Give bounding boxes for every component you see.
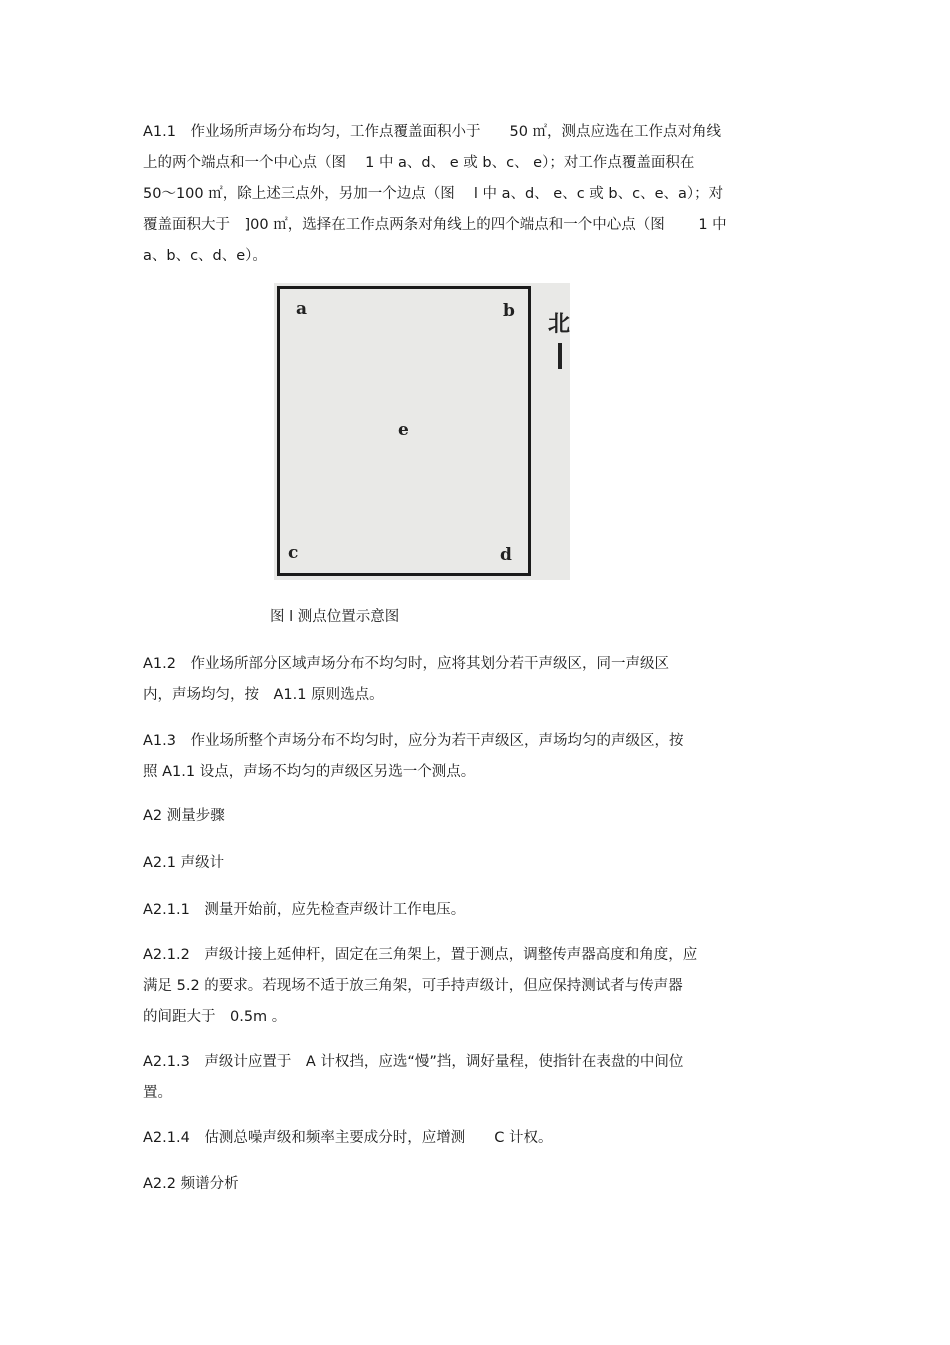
- paragraph-a1-1: [143, 117, 808, 272]
- paragraph-a2-1-4: [143, 1123, 808, 1154]
- paragraph-a1-3: [143, 726, 808, 788]
- text-line: 上的两个端点和一个中心点（图 1 中 a、d、 e 或 b、c、 e）；对工作点覆盖面积在: [143, 155, 695, 171]
- text-line: A1.3 作业场所整个声场分布不均匀时，应分为若干声级区，声场均匀的声级区，按: [143, 733, 684, 749]
- point-c-label: c: [288, 543, 299, 563]
- text-line: 满足 5.2 的要求。若现场不适于放三角架，可手持声级计，但应保持测试者与传声器: [143, 978, 683, 994]
- point-b-label: b: [503, 301, 515, 321]
- text-line: 照 A1.1 设点，声场不均匀的声级区另选一个测点。: [143, 764, 476, 780]
- point-a-label: a: [296, 299, 308, 319]
- text-line: 内，声场均匀，按 A1.1 原则选点。: [143, 687, 384, 703]
- text-line: A2.1.3 声级计应置于 A 计权挡，应选“慢”挡，调好量程，使指针在表盘的中间位: [143, 1054, 684, 1070]
- figure-caption: 图 l 测点位置示意图: [270, 609, 400, 625]
- text-line: A2.1.4 估测总噪声级和频率主要成分时，应增测 C 计权。: [143, 1130, 553, 1146]
- section-heading-a2: [143, 801, 808, 832]
- text-line: 置。: [143, 1085, 172, 1101]
- north-label: 北: [548, 312, 571, 337]
- heading-text: A2.2 频谱分析: [143, 1176, 239, 1192]
- heading-text: A2.1 声级计: [143, 855, 225, 871]
- text-line: A2.1.1 测量开始前，应先检查声级计工作电压。: [143, 902, 466, 918]
- paragraph-a1-2: [143, 649, 808, 711]
- section-heading-a2-1: [143, 848, 808, 879]
- point-e-label: e: [398, 420, 409, 440]
- paragraph-a2-1-1: [143, 895, 808, 926]
- heading-text: A2 测量步骤: [143, 808, 225, 824]
- text-line: A1.2 作业场所部分区域声场分布不均匀时，应将其划分若干声级区，同一声级区: [143, 656, 669, 672]
- paragraph-a2-1-3: [143, 1047, 808, 1109]
- measurement-point-diagram: [274, 283, 570, 580]
- text-line: a、b、c、d、e）。: [143, 248, 267, 264]
- text-line: 覆盖面积大于 ]00 ㎡，选择在工作点两条对角线上的四个端点和一个中心点（图 1 中: [143, 217, 727, 233]
- section-heading-a2-2: [143, 1169, 808, 1200]
- text-line: A2.1.2 声级计接上延伸杆，固定在三角架上，置于测点，调整传声器高度和角度，应: [143, 947, 698, 963]
- text-line: A1.1 作业场所声场分布均匀，工作点覆盖面积小于 50 ㎡，测点应选在工作点对角线: [143, 124, 722, 140]
- text-line: 50～100 ㎡，除上述三点外，另加一个边点（图 l 中 a、d、 e、c 或 b、c、e、a）；对: [143, 186, 724, 202]
- paragraph-a2-1-2: [143, 940, 808, 1033]
- north-arrow-icon: [558, 343, 562, 369]
- point-d-label: d: [500, 545, 512, 565]
- text-line: 的间距大于 0.5m 。: [143, 1009, 287, 1025]
